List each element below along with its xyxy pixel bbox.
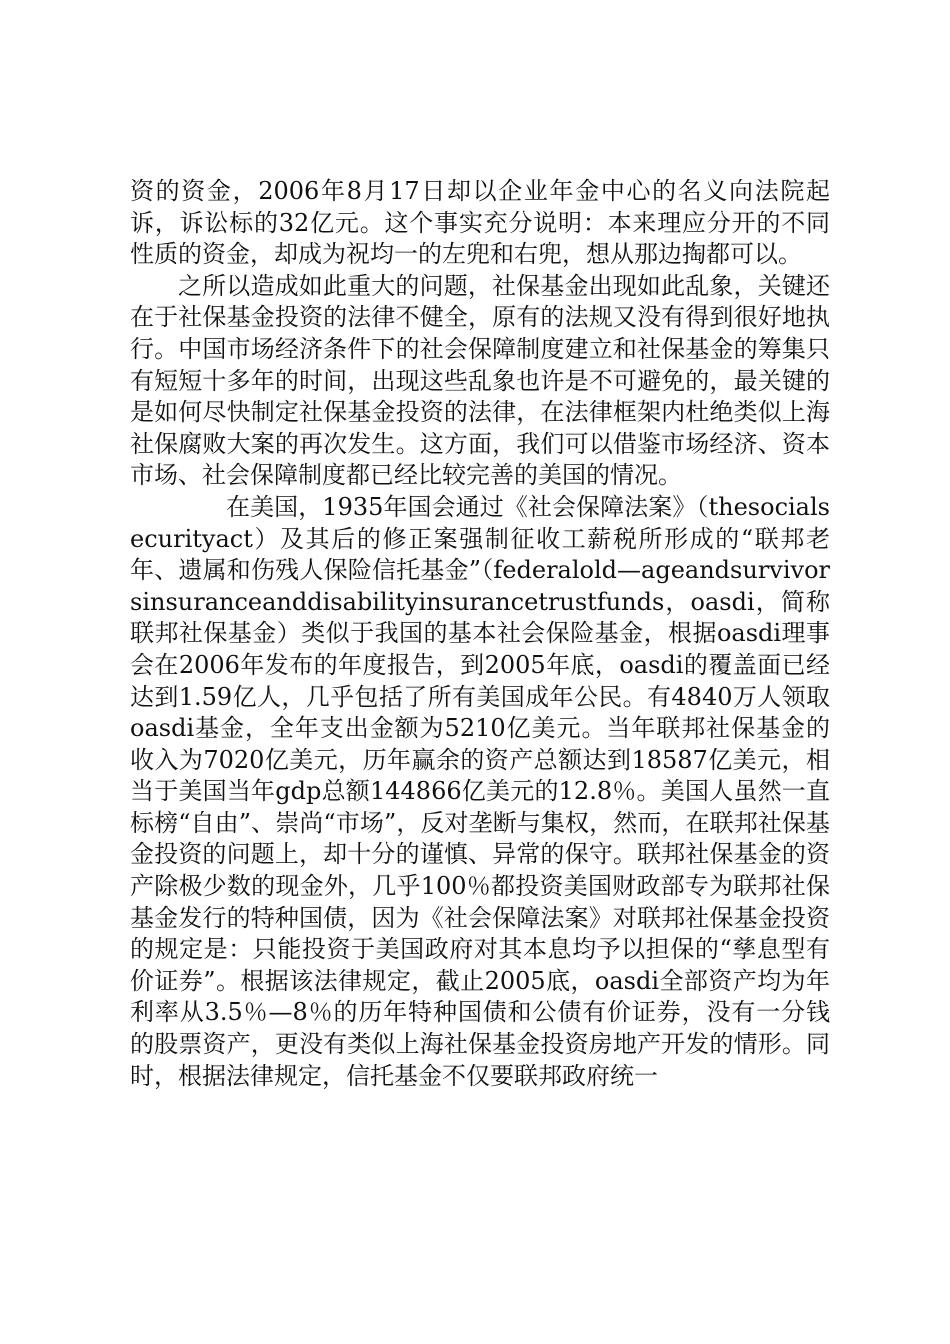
- paragraph-us-oasdi: 在美国，1935年国会通过《社会保障法案》（thesocialsecurityact）及其后的修正案强制征收工薪税所形成的“联邦老年、遗属和伤残人保险信托基金”（federalold—ageandsurvivorsinsuranceanddisabilityinsurancetrustfunds，oasdi，简称联邦社保基金）类似于我国的基本社会保险基金，根据oasdi理事会在2006年发布的年度报告，到2005年底，oasdi的覆盖面已经达到1.59亿人，几乎包括了所有美国成年公民。有4840万人领取oasdi基金，全年支出金额为5210亿美元。当年联邦社保基金的收入为7020亿美元，历年赢余的资产总额达到18587亿美元，相当于美国当年gdp总额144866亿美元的12.8％。美国人虽然一直标榜“自由”、崇尚“市场”，反对垄断与集权，然而，在联邦社保基金投资的问题上，却十分的谨慎、异常的保守。联邦社保基金的资产除极少数的现金外，几乎100％都投资美国财政部专为联邦社保基金发行的特种国债，因为《社会保障法案》对联邦社保基金投资的规定是：只能投资于美国政府对其本息均予以担保的“孳息型有价证券”。根据该法律规定，截止2005底，oasdi全部资产均为年利率从3.5％—8％的历年特种国债和公债有价证券，没有一分钱的股票资产，更没有类似上海社保基金投资房地产开发的情形。同时，根据法律规定，信托基金不仅要联邦政府统一: [130, 492, 830, 1090]
- paragraph-continuation: 资的资金，2006年8月17日却以企业年金中心的名义向法院起诉，诉讼标的32亿元。这个事实充分说明：本来理应分开的不同性质的资金，却成为祝均一的左兜和右兜，想从那边掏都可以。: [130, 177, 830, 269]
- paragraph-problem-cause: 之所以造成如此重大的问题，社保基金出现如此乱象，关键还在于社保基金投资的法律不健全，原有的法规又没有得到很好地执行。中国市场经济条件下的社会保障制度建立和社保基金的筹集只有短短十多年的时间，出现这些乱象也许是不可避免的，最关键的是如何尽快制定社保基金投资的法律，在法律框架内杜绝类似上海社保腐败大案的再次发生。这方面，我们可以借鉴市场经济、资本市场、社会保障制度都已经比较完善的美国的情况。: [130, 271, 830, 490]
- document-page: [130, 176, 830, 1092]
